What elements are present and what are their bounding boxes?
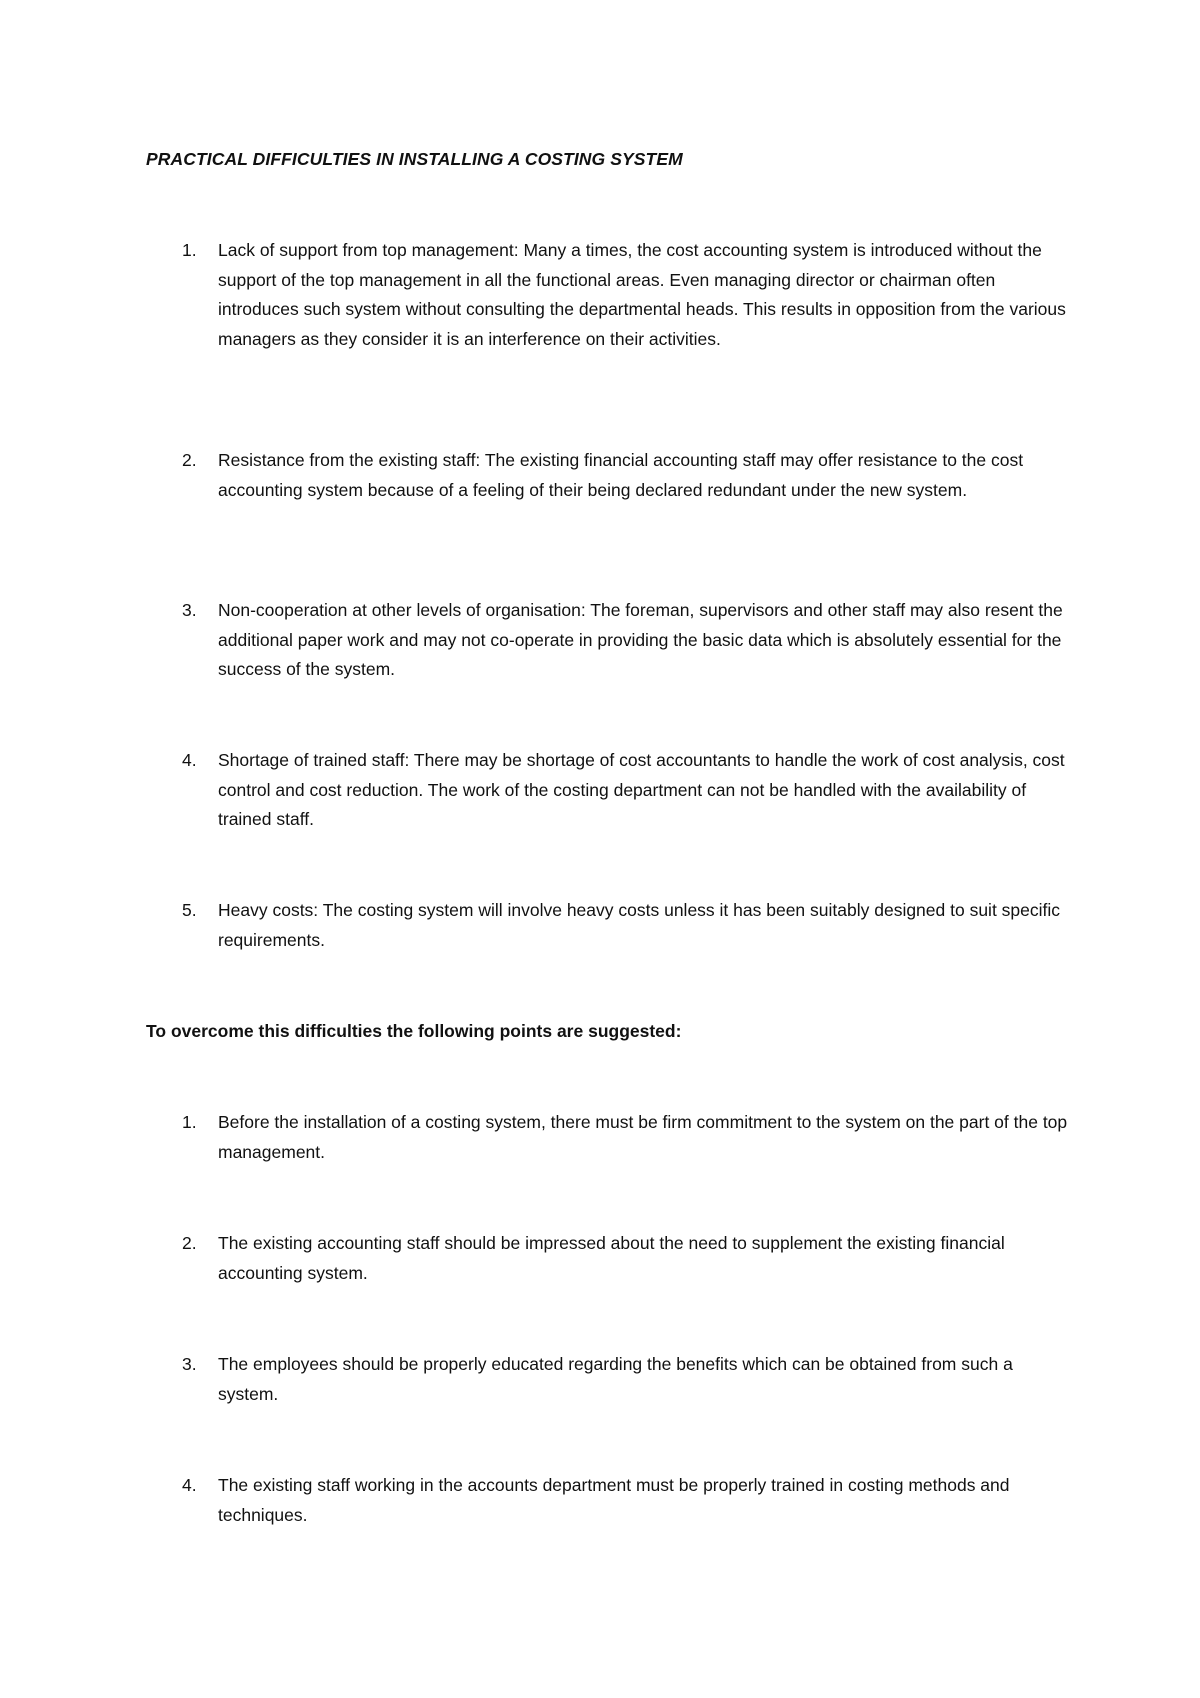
list-number: 2. [182, 450, 197, 470]
difficulty-item [146, 746, 1076, 835]
difficulty-item [146, 596, 1076, 685]
suggestion-item [146, 1229, 1076, 1288]
suggestion-item [146, 1350, 1076, 1409]
list-number: 1. [182, 1112, 197, 1132]
list-number: 4. [182, 1475, 197, 1495]
list-item-text: Lack of support from top management: Many a times, the cost accounting system is introduced without the support of the top management in all the functional areas. Even managing director or chairman often introduces such system without consulting the departmental heads. This results in opposition from the various managers as they consider it is an interference on their activities. [218, 240, 1066, 349]
list-item-text: Before the installation of a costing system, there must be firm commitment to the system on the part of the top management. [218, 1112, 1068, 1162]
difficulty-item [146, 446, 1076, 505]
suggestion-item [146, 1471, 1076, 1530]
list-number: 3. [182, 1354, 197, 1374]
list-item-text: The existing staff working in the accounts department must be properly trained in costing methods and techniques. [218, 1475, 1010, 1525]
page-title: PRACTICAL DIFFICULTIES IN INSTALLING A COSTING SYSTEM [146, 149, 683, 169]
suggestion-item [146, 1108, 1076, 1167]
list-number: 3. [182, 600, 197, 620]
difficulty-item [146, 236, 1076, 354]
list-number: 1. [182, 240, 197, 260]
list-item-text: Non-cooperation at other levels of organisation: The foreman, supervisors and other staff may also resent the additional paper work and may not co-operate in providing the basic data which is absolutely essential for the success of the system. [218, 600, 1063, 679]
list-item-text: Resistance from the existing staff: The existing financial accounting staff may offer resistance to the cost accounting system because of a feeling of their being declared redundant under the new system. [218, 450, 1024, 500]
list-item-text: Shortage of trained staff: There may be shortage of cost accountants to handle the work of cost analysis, cost control and cost reduction. The work of the costing department can not be handled with the availability of trained staff. [218, 750, 1065, 829]
list-item-text: The existing accounting staff should be impressed about the need to supplement the existing financial accounting system. [218, 1233, 1005, 1283]
list-number: 5. [182, 900, 197, 920]
list-item-text: The employees should be properly educated regarding the benefits which can be obtained from such a system. [218, 1354, 1013, 1404]
section-subheading: To overcome this difficulties the following points are suggested: [146, 1021, 682, 1041]
list-item-text: Heavy costs: The costing system will involve heavy costs unless it has been suitably designed to suit specific requirements. [218, 900, 1061, 950]
list-number: 2. [182, 1233, 197, 1253]
list-number: 4. [182, 750, 197, 770]
difficulty-item [146, 896, 1076, 955]
